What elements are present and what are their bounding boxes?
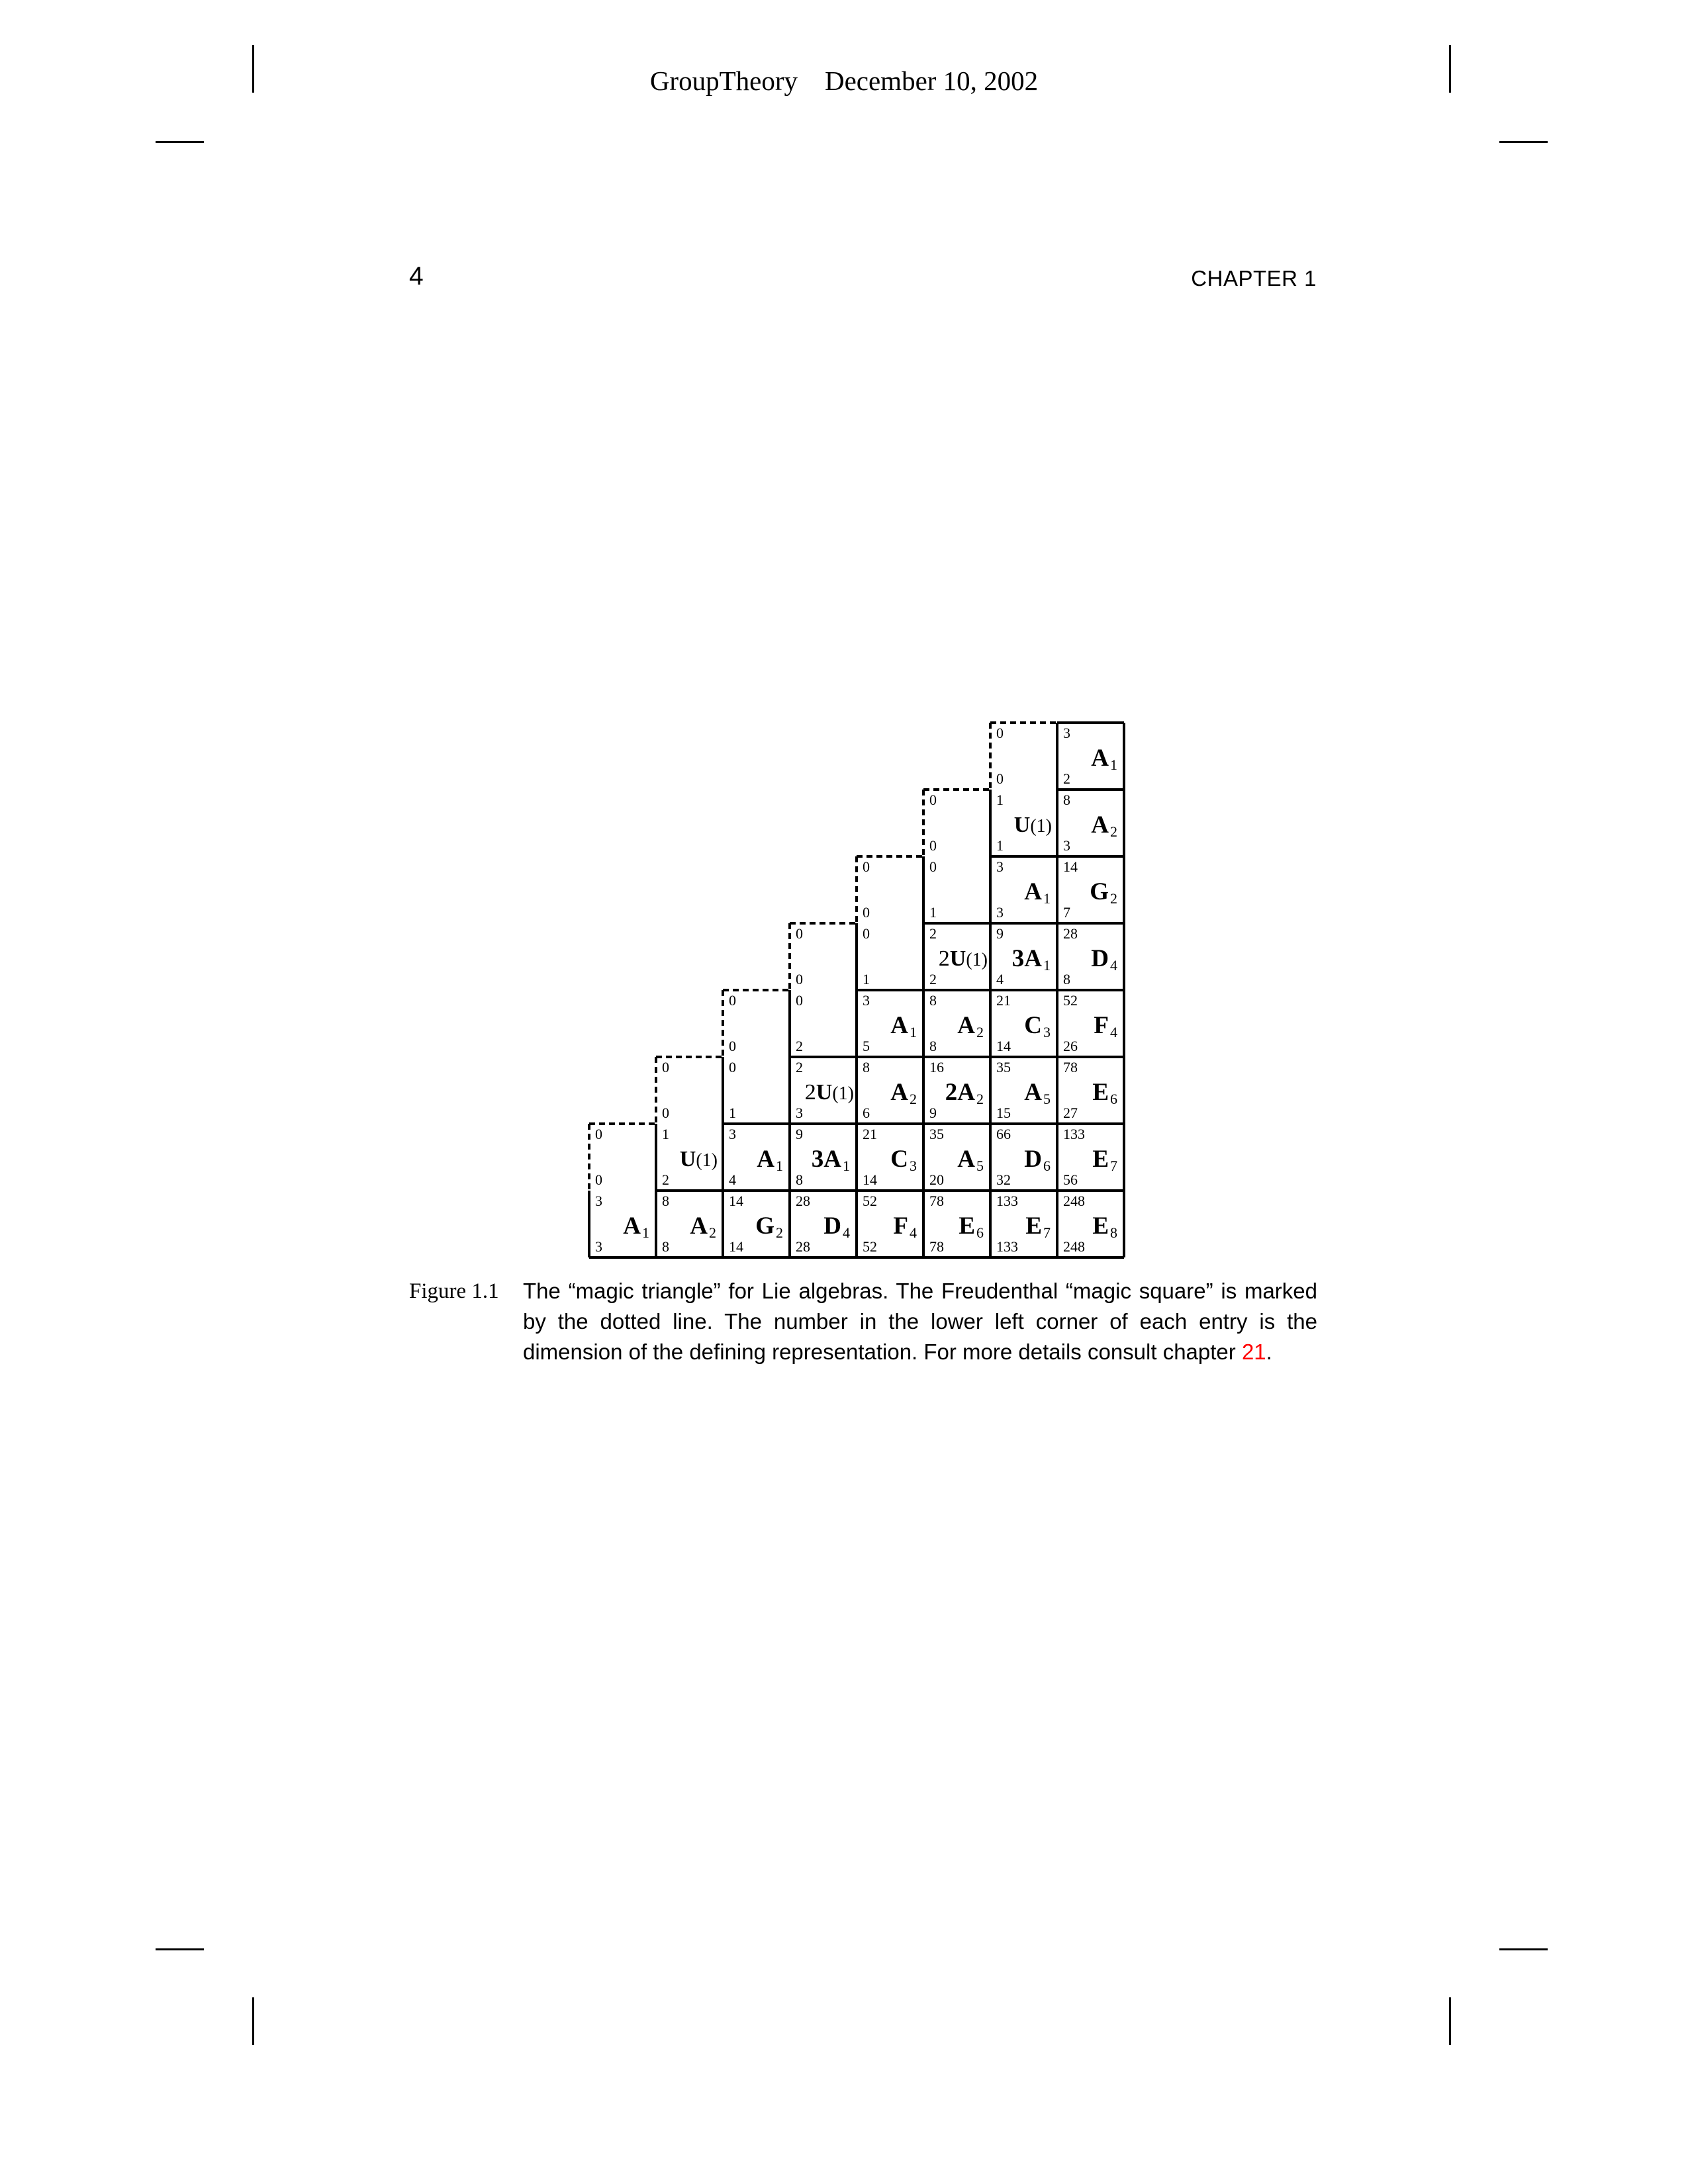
algebra-letter: D [823, 1212, 841, 1240]
algebra-name [805, 1079, 854, 1107]
algebra-letter: D [1024, 1146, 1042, 1173]
algebra-cell [923, 923, 990, 990]
algebra-name [890, 1013, 917, 1046]
algebra-name [1094, 1013, 1117, 1046]
algebra-cell [923, 1124, 990, 1191]
algebra-name [1014, 812, 1052, 840]
adjoint-dimension: 0 [796, 925, 803, 942]
algebra-name [1091, 946, 1117, 979]
algebra-name [1091, 812, 1117, 845]
algebra-name [812, 1146, 850, 1179]
algebra-letter: U [949, 946, 966, 971]
algebra-cell [990, 1124, 1057, 1191]
algebra-rank: 3 [910, 1158, 917, 1174]
algebra-rank: 6 [976, 1224, 984, 1241]
adjoint-dimension: 0 [863, 858, 870, 875]
algebra-suffix: (1) [832, 1083, 854, 1104]
page-number: 4 [409, 262, 424, 291]
adjoint-dimension: 0 [996, 725, 1004, 741]
algebra-rank: 5 [976, 1158, 984, 1174]
defining-dimension: 2 [1063, 770, 1070, 787]
adjoint-dimension: 0 [863, 925, 870, 942]
algebra-letter: U [1013, 813, 1031, 837]
algebra-rank: 1 [642, 1224, 649, 1241]
algebra-name [1024, 1013, 1051, 1046]
adjoint-dimension: 28 [796, 1193, 810, 1209]
algebra-name [755, 1213, 783, 1246]
algebra-cell [857, 1191, 923, 1257]
algebra-letter: A [890, 1012, 908, 1039]
algebra-multiplicity: 2 [945, 1079, 958, 1106]
dotted-cell [723, 990, 790, 1057]
defining-dimension: 5 [863, 1038, 870, 1054]
algebra-cell [857, 990, 923, 1057]
algebra-name [957, 1146, 984, 1179]
algebra-name [890, 1146, 917, 1179]
algebra-letter: A [890, 1079, 908, 1106]
algebra-cell [723, 1124, 790, 1191]
algebra-letter: A [957, 1012, 975, 1039]
defining-dimension: 6 [863, 1105, 870, 1121]
algebra-cell [790, 990, 857, 1057]
caption-end: . [1266, 1340, 1272, 1364]
defining-dimension: 26 [1063, 1038, 1078, 1054]
algebra-name [823, 1213, 850, 1246]
adjoint-dimension: 78 [929, 1193, 944, 1209]
algebra-letter: A [690, 1212, 708, 1240]
defining-dimension: 248 [1063, 1238, 1085, 1255]
defining-dimension: 8 [662, 1238, 669, 1255]
algebra-rank: 1 [776, 1158, 783, 1174]
crop-mark-top-right-horizontal [1499, 141, 1548, 143]
algebra-rank: 1 [1043, 957, 1051, 974]
adjoint-dimension: 248 [1063, 1193, 1085, 1209]
algebra-cell [990, 923, 1057, 990]
figure-label: Figure 1.1 [409, 1279, 499, 1303]
algebra-cell [923, 1057, 990, 1124]
algebra-cell [990, 790, 1057, 856]
algebra-rank: 2 [1110, 890, 1117, 907]
algebra-cell [1057, 790, 1124, 856]
algebra-rank: 7 [1110, 1158, 1117, 1174]
adjoint-dimension: 3 [595, 1193, 602, 1209]
chapter-label: CHAPTER 1 [1191, 266, 1317, 291]
algebra-letter: A [957, 1079, 975, 1106]
adjoint-dimension: 0 [729, 992, 736, 1009]
algebra-rank: 2 [776, 1224, 783, 1241]
algebra-multiplicity: 3 [1011, 945, 1025, 972]
algebra-cell [923, 1191, 990, 1257]
crop-mark-bottom-right-vertical [1449, 1997, 1451, 2045]
algebra-letter: E [1092, 1079, 1109, 1106]
defining-dimension: 1 [729, 1105, 736, 1121]
defining-dimension: 15 [996, 1105, 1011, 1121]
algebra-cell [656, 1191, 723, 1257]
algebra-letter: G [1090, 878, 1109, 905]
algebra-rank: 2 [1110, 823, 1117, 840]
algebra-name [939, 946, 988, 974]
defining-dimension: 0 [729, 1038, 736, 1054]
defining-dimension: 3 [595, 1238, 602, 1255]
algebra-letter: D [1091, 945, 1109, 972]
algebra-letter: E [1092, 1146, 1109, 1173]
algebra-rank: 2 [910, 1091, 917, 1107]
algebra-cell [1057, 1057, 1124, 1124]
defining-dimension: 32 [996, 1171, 1011, 1188]
algebra-cell [857, 1124, 923, 1191]
algebra-cell [1057, 723, 1124, 790]
algebra-cell [923, 990, 990, 1057]
algebra-letter: A [1024, 945, 1042, 972]
algebra-rank: 1 [843, 1158, 850, 1174]
algebra-cell [923, 856, 990, 923]
defining-dimension: 7 [1063, 904, 1070, 921]
crop-mark-bottom-left-vertical [252, 1997, 254, 2045]
algebra-letter: A [823, 1146, 841, 1173]
defining-dimension: 1 [996, 837, 1004, 854]
algebra-rank: 7 [1043, 1224, 1051, 1241]
algebra-cell [1057, 923, 1124, 990]
defining-dimension: 8 [1063, 971, 1070, 987]
defining-dimension: 27 [1063, 1105, 1078, 1121]
algebra-rank: 1 [1043, 890, 1051, 907]
algebra-cell [790, 1057, 857, 1124]
crop-mark-top-left-horizontal [156, 141, 204, 143]
defining-dimension: 14 [729, 1238, 743, 1255]
adjoint-dimension: 3 [863, 992, 870, 1009]
adjoint-dimension: 0 [929, 792, 937, 808]
algebra-suffix: (1) [966, 950, 988, 970]
algebra-name [1092, 1213, 1117, 1246]
adjoint-dimension: 9 [996, 925, 1004, 942]
defining-dimension: 14 [996, 1038, 1011, 1054]
adjoint-dimension: 52 [863, 1193, 877, 1209]
defining-dimension: 0 [796, 971, 803, 987]
algebra-cell [990, 990, 1057, 1057]
algebra-name [1092, 1146, 1117, 1179]
defining-dimension: 1 [863, 971, 870, 987]
algebra-letter: E [1025, 1212, 1042, 1240]
defining-dimension: 2 [662, 1171, 669, 1188]
algebra-name [623, 1213, 649, 1246]
adjoint-dimension: 28 [1063, 925, 1078, 942]
adjoint-dimension: 66 [996, 1126, 1011, 1142]
algebra-cell [790, 1191, 857, 1257]
algebra-letter: E [1092, 1212, 1109, 1240]
defining-dimension: 0 [595, 1171, 602, 1188]
algebra-letter: A [757, 1146, 774, 1173]
algebra-cell [723, 1191, 790, 1257]
dotted-cell [990, 723, 1057, 790]
adjoint-dimension: 78 [1063, 1059, 1078, 1075]
algebra-rank: 8 [1110, 1224, 1117, 1241]
algebra-rank: 1 [1110, 756, 1117, 773]
algebra-rank: 5 [1043, 1091, 1051, 1107]
defining-dimension: 3 [796, 1105, 803, 1121]
adjoint-dimension: 14 [1063, 858, 1078, 875]
algebra-name [1092, 1079, 1117, 1113]
algebra-name [945, 1079, 984, 1113]
defining-dimension: 2 [796, 1038, 803, 1054]
adjoint-dimension: 3 [729, 1126, 736, 1142]
defining-dimension: 52 [863, 1238, 877, 1255]
algebra-letter: C [890, 1146, 908, 1173]
defining-dimension: 4 [729, 1171, 736, 1188]
algebra-name [1024, 1079, 1051, 1113]
running-head: GroupTheory December 10, 2002 [649, 66, 1039, 96]
algebra-name [690, 1213, 716, 1246]
algebra-rank: 2 [976, 1091, 984, 1107]
algebra-cell [857, 923, 923, 990]
algebra-cell [723, 1057, 790, 1124]
defining-dimension: 56 [1063, 1171, 1078, 1188]
defining-dimension: 20 [929, 1171, 944, 1188]
chapter-reference-link[interactable]: 21 [1241, 1340, 1266, 1364]
algebra-name [957, 1013, 984, 1046]
adjoint-dimension: 16 [929, 1059, 944, 1075]
defining-dimension: 3 [996, 904, 1004, 921]
figure-caption [409, 1276, 1317, 1367]
adjoint-dimension: 1 [996, 792, 1004, 808]
algebra-suffix: (1) [1030, 816, 1052, 837]
adjoint-dimension: 14 [729, 1193, 743, 1209]
defining-dimension: 0 [863, 904, 870, 921]
algebra-cell [1057, 1191, 1124, 1257]
adjoint-dimension: 35 [929, 1126, 944, 1142]
algebra-rank: 4 [910, 1224, 917, 1241]
dotted-cell [589, 1124, 656, 1191]
algebra-multiplicity: 2 [804, 1080, 816, 1105]
crop-mark-bottom-left-horizontal [156, 1948, 204, 1950]
algebra-cell [1057, 856, 1124, 923]
adjoint-dimension: 0 [929, 858, 937, 875]
defining-dimension: 3 [1063, 837, 1070, 854]
adjoint-dimension: 9 [796, 1126, 803, 1142]
algebra-letter: F [1094, 1012, 1109, 1039]
crop-mark-bottom-right-horizontal [1499, 1948, 1548, 1950]
algebra-letter: E [959, 1212, 975, 1240]
algebra-letter: G [755, 1212, 774, 1240]
adjoint-dimension: 35 [996, 1059, 1011, 1075]
caption-body [523, 1276, 1317, 1367]
algebra-name [959, 1213, 984, 1246]
algebra-rank: 1 [910, 1024, 917, 1040]
defining-dimension: 0 [996, 770, 1004, 787]
adjoint-dimension: 8 [929, 992, 937, 1009]
algebra-rank: 3 [1043, 1024, 1051, 1040]
algebra-letter: A [1024, 878, 1042, 905]
algebra-name [680, 1146, 718, 1174]
adjoint-dimension: 8 [1063, 792, 1070, 808]
adjoint-dimension: 21 [996, 992, 1011, 1009]
algebra-letter: A [957, 1146, 975, 1173]
algebra-letter: A [1024, 1079, 1042, 1106]
algebra-name [1024, 1146, 1051, 1179]
dotted-cell [923, 790, 990, 856]
algebra-letter: U [679, 1147, 696, 1171]
algebra-cell [990, 1057, 1057, 1124]
algebra-suffix: (1) [696, 1150, 718, 1171]
algebra-rank: 4 [843, 1224, 850, 1241]
algebra-cell [990, 1191, 1057, 1257]
adjoint-dimension: 8 [863, 1059, 870, 1075]
adjoint-dimension: 0 [662, 1059, 669, 1075]
algebra-rank: 2 [976, 1024, 984, 1040]
algebra-cell [1057, 1124, 1124, 1191]
algebra-cell [1057, 990, 1124, 1057]
caption-text: The “magic triangle” for Lie algebras. The Freudenthal “magic square” is marked by the dotted line. The number in the lower left corner of each entry is the dimension of the defining representation. For more details consult chapter [523, 1279, 1317, 1364]
adjoint-dimension: 52 [1063, 992, 1078, 1009]
algebra-multiplicity: 2 [938, 946, 950, 971]
adjoint-dimension: 3 [1063, 725, 1070, 741]
defining-dimension: 8 [796, 1171, 803, 1188]
adjoint-dimension: 0 [595, 1126, 602, 1142]
algebra-letter: U [816, 1080, 833, 1105]
adjoint-dimension: 2 [796, 1059, 803, 1075]
defining-dimension: 133 [996, 1238, 1018, 1255]
algebra-name [1012, 946, 1051, 979]
adjoint-dimension: 3 [996, 858, 1004, 875]
algebra-letter: A [623, 1212, 641, 1240]
algebra-letter: A [1091, 745, 1109, 772]
algebra-name [1024, 879, 1051, 912]
algebra-name [1025, 1213, 1051, 1246]
algebra-rank: 6 [1043, 1158, 1051, 1174]
algebra-cell [990, 856, 1057, 923]
defining-dimension: 28 [796, 1238, 810, 1255]
adjoint-dimension: 0 [796, 992, 803, 1009]
algebra-name [893, 1213, 917, 1246]
defining-dimension: 78 [929, 1238, 944, 1255]
algebra-rank: 4 [1110, 957, 1117, 974]
defining-dimension: 0 [662, 1105, 669, 1121]
algebra-name [757, 1146, 783, 1179]
adjoint-dimension: 133 [996, 1193, 1018, 1209]
algebra-multiplicity: 3 [811, 1146, 824, 1173]
algebra-cell [656, 1124, 723, 1191]
algebra-rank: 2 [709, 1224, 716, 1241]
adjoint-dimension: 2 [929, 925, 937, 942]
adjoint-dimension: 8 [662, 1193, 669, 1209]
algebra-name [890, 1079, 917, 1113]
dotted-cell [857, 856, 923, 923]
dotted-cell [790, 923, 857, 990]
adjoint-dimension: 133 [1063, 1126, 1085, 1142]
algebra-cell [589, 1191, 656, 1257]
algebra-letter: A [1091, 811, 1109, 839]
algebra-name [1091, 745, 1117, 778]
algebra-letter: F [893, 1212, 908, 1240]
defining-dimension: 14 [863, 1171, 877, 1188]
algebra-rank: 4 [1110, 1024, 1117, 1040]
defining-dimension: 0 [929, 837, 937, 854]
defining-dimension: 4 [996, 971, 1004, 987]
adjoint-dimension: 1 [662, 1126, 669, 1142]
adjoint-dimension: 0 [729, 1059, 736, 1075]
adjoint-dimension: 21 [863, 1126, 877, 1142]
defining-dimension: 8 [929, 1038, 937, 1054]
algebra-cell [790, 1124, 857, 1191]
dotted-cell [656, 1057, 723, 1124]
defining-dimension: 1 [929, 904, 937, 921]
defining-dimension: 2 [929, 971, 937, 987]
algebra-cell [857, 1057, 923, 1124]
defining-dimension: 9 [929, 1105, 937, 1121]
algebra-rank: 6 [1110, 1091, 1117, 1107]
algebra-letter: C [1024, 1012, 1042, 1039]
algebra-name [1090, 879, 1117, 912]
